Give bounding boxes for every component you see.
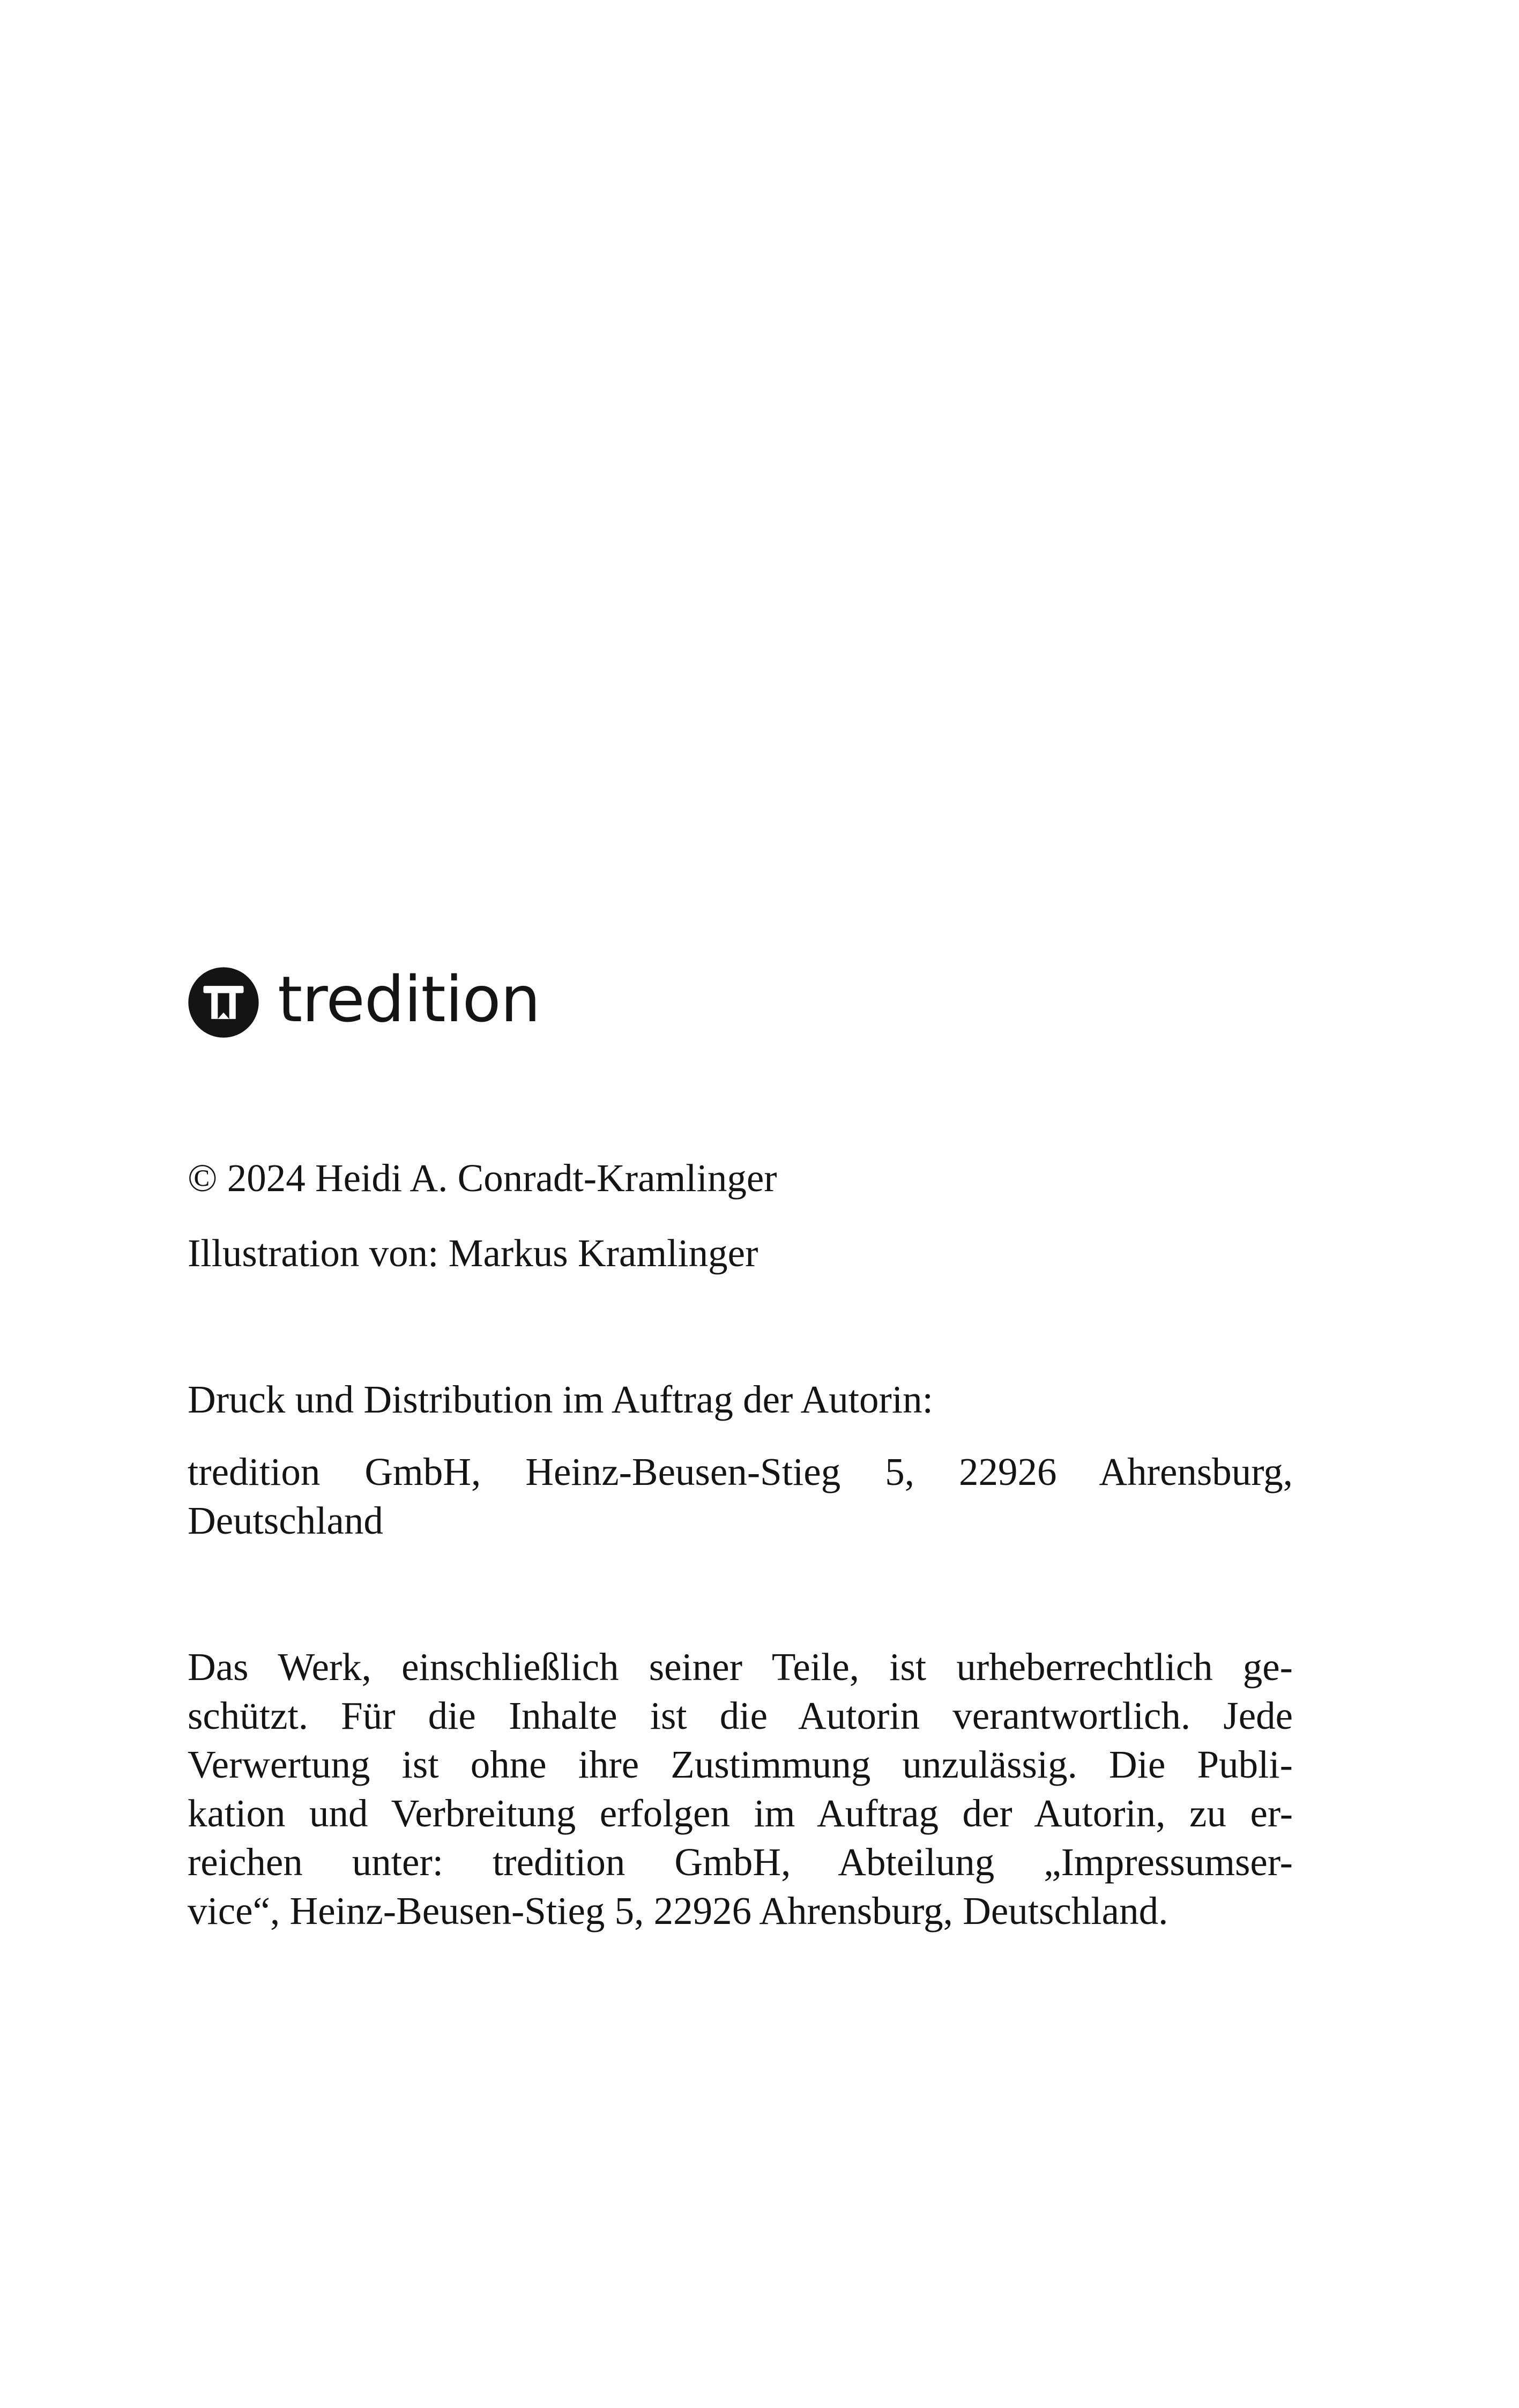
publisher-wordmark: tredition bbox=[278, 962, 540, 1036]
distribution-heading bbox=[188, 1375, 1293, 1424]
legal-notice-line: Das Werk, einschließlich seiner Teile, ist urheberrechtlich ge- bbox=[188, 1645, 1293, 1689]
publisher-logo bbox=[188, 962, 540, 1040]
illustration-credit bbox=[188, 1229, 1293, 1277]
distribution-heading-text: Druck und Distribution im Auftrag der Autorin: bbox=[188, 1378, 933, 1421]
legal-notice-line: kation und Verbreitung erfolgen im Auftrag der Autorin, zu er- bbox=[188, 1792, 1293, 1835]
distribution-address bbox=[188, 1447, 1293, 1545]
legal-notice-line: vice“, Heinz-Beusen-Stieg 5, 22926 Ahrensburg, Deutschland. bbox=[188, 1889, 1168, 1933]
tredition-t-circle-icon bbox=[188, 967, 259, 1038]
legal-notice-line: Verwertung ist ohne ihre Zustimmung unzulässig. Die Publi- bbox=[188, 1743, 1293, 1786]
illustration-text: Illustration von: Markus Kramlinger bbox=[188, 1231, 758, 1275]
copyright-text: © 2024 Heidi A. Conradt-Kramlinger bbox=[188, 1156, 777, 1200]
distribution-address-line: Deutschland bbox=[188, 1499, 383, 1542]
copyright-line bbox=[188, 1154, 1293, 1202]
legal-notice-line: schützt. Für die Inhalte ist die Autorin verantwortlich. Jede bbox=[188, 1694, 1293, 1737]
legal-notice bbox=[188, 1643, 1293, 1935]
distribution-address-line: tredition GmbH, Heinz-Beusen-Stieg 5, 22926 Ahrensburg, bbox=[188, 1450, 1293, 1493]
legal-notice-line: reichen unter: tredition GmbH, Abteilung „Impressumser- bbox=[188, 1840, 1293, 1884]
